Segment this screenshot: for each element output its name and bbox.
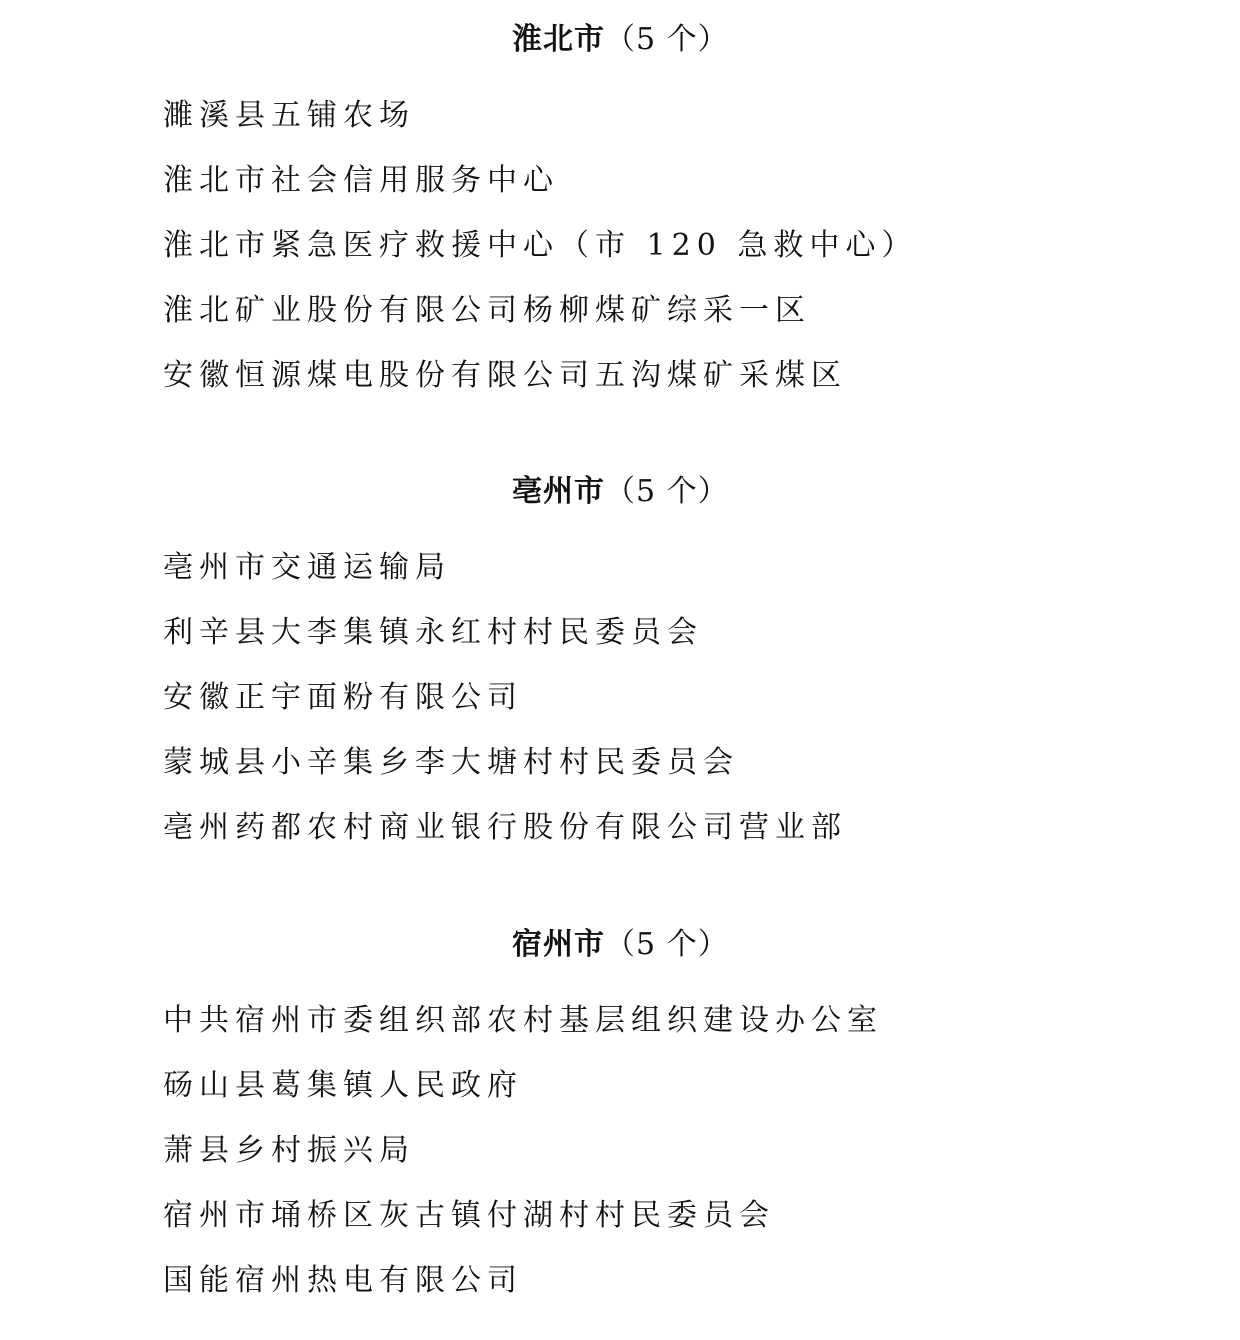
list-item: 国能宿州热电有限公司: [163, 1263, 523, 1298]
list-item: 淮北市紧急医疗救援中心（市 120 急救中心）: [163, 228, 918, 263]
unit-count: （5 个）: [605, 927, 729, 962]
unit-count: （5 个）: [605, 474, 729, 509]
unit-list: [163, 96, 917, 421]
list-item: 淮北矿业股份有限公司杨柳煤矿综采一区: [163, 293, 811, 328]
list-item: 淮北市社会信用服务中心: [163, 163, 559, 198]
city-name: 淮北市: [512, 22, 605, 57]
list-item: 亳州药都农村商业银行股份有限公司营业部: [163, 810, 847, 845]
list-item: 萧县乡村振兴局: [163, 1133, 415, 1168]
unit-count: （5 个）: [605, 22, 729, 57]
list-item: 砀山县葛集镇人民政府: [163, 1068, 523, 1103]
city-name: 亳州市: [512, 474, 605, 509]
city-name: 宿州市: [512, 927, 605, 962]
list-item: 利辛县大李集镇永红村村民委员会: [163, 615, 703, 650]
list-item: 宿州市埇桥区灰古镇付湖村村民委员会: [163, 1198, 775, 1233]
section-heading: [512, 472, 729, 512]
list-item: 蒙城县小辛集乡李大塘村村民委员会: [163, 745, 739, 780]
unit-list: [163, 1001, 883, 1326]
section-heading: [512, 925, 729, 965]
unit-list: [163, 548, 847, 873]
section-heading: [512, 20, 729, 60]
list-item: 中共宿州市委组织部农村基层组织建设办公室: [163, 1003, 883, 1038]
list-item: 亳州市交通运输局: [163, 550, 451, 585]
list-item: 安徽恒源煤电股份有限公司五沟煤矿采煤区: [163, 358, 847, 393]
list-item: 濉溪县五铺农场: [163, 98, 415, 133]
list-item: 安徽正宇面粉有限公司: [163, 680, 523, 715]
